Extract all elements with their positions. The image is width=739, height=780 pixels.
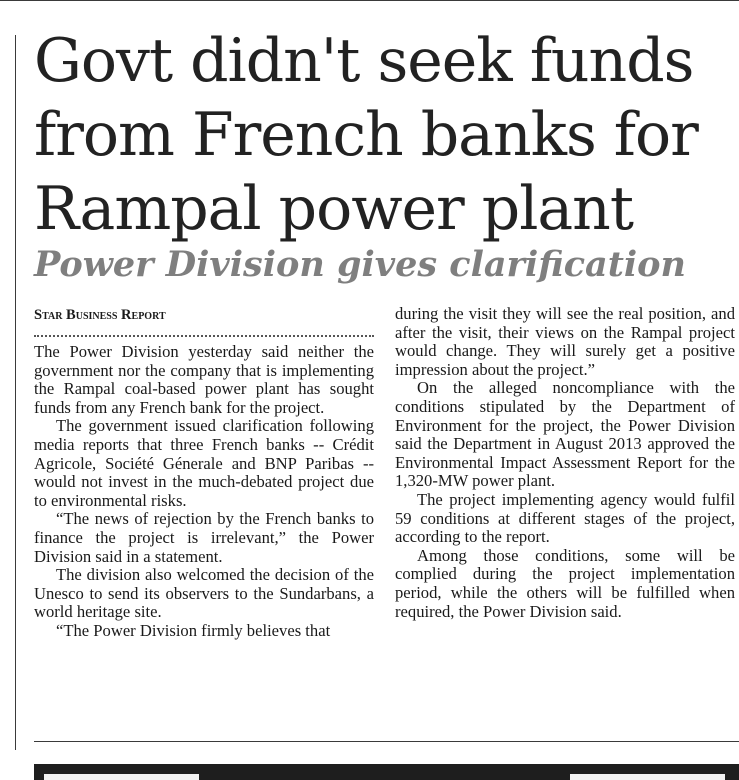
article-paragraph: On the alleged noncompliance with the conditions stipulated by the Department of Environment for the project, the Power Division said the Department in August 2013 approved the Environmental Impact Assessment Report for the 1,320-MW power plant. [395, 378, 735, 491]
left-column-rule [15, 35, 16, 750]
article-paragraph: “The news of rejection by the French banks to finance the project is irrelevant,” the Power Division said in a statement. [34, 509, 374, 566]
article-column-right [395, 305, 735, 621]
article-subheadline: Power Division gives clarification [34, 244, 686, 285]
article-paragraph: The division also welcomed the decision of the Unesco to send its observers to the Sundarbans, a world heritage site. [34, 565, 374, 622]
article-paragraph: The Power Division yesterday said neither the government nor the company that is implementing the Rampal coal-based power plant has sought funds from any French bank for the project. [34, 342, 374, 417]
byline-dotted-divider [34, 335, 374, 337]
top-border-rule [0, 0, 739, 1]
article-paragraph: during the visit they will see the real position, and after the visit, their views on the Rampal project would change. They will surely get a positive impression about the project.” [395, 304, 735, 379]
article-paragraph: Among those conditions, some will be complied during the project implementation period, while the others will be fulfilled when required, the Power Division said. [395, 545, 735, 621]
article-paragraph: The project implementing agency would fulfil 59 conditions at different stages of the project, according to the report. [395, 489, 735, 547]
article-paragraph: “The Power Division firmly believes that [56, 620, 331, 640]
bottom-advert-panel-left [44, 774, 199, 780]
article-paragraph: The government issued clarification following media reports that three French banks -- Crédit Agricole, Société Génerale and BNP Paribas -- would not invest in the much-debated project due to environmental risks. [34, 416, 374, 510]
article-byline: Star Business Report [34, 307, 166, 323]
article-headline: Govt didn't seek funds from French banks for Rampal power plant [34, 26, 698, 244]
bottom-advert-panel-right [570, 774, 725, 780]
article-column-left [34, 305, 374, 641]
bottom-divider-rule [34, 741, 739, 742]
